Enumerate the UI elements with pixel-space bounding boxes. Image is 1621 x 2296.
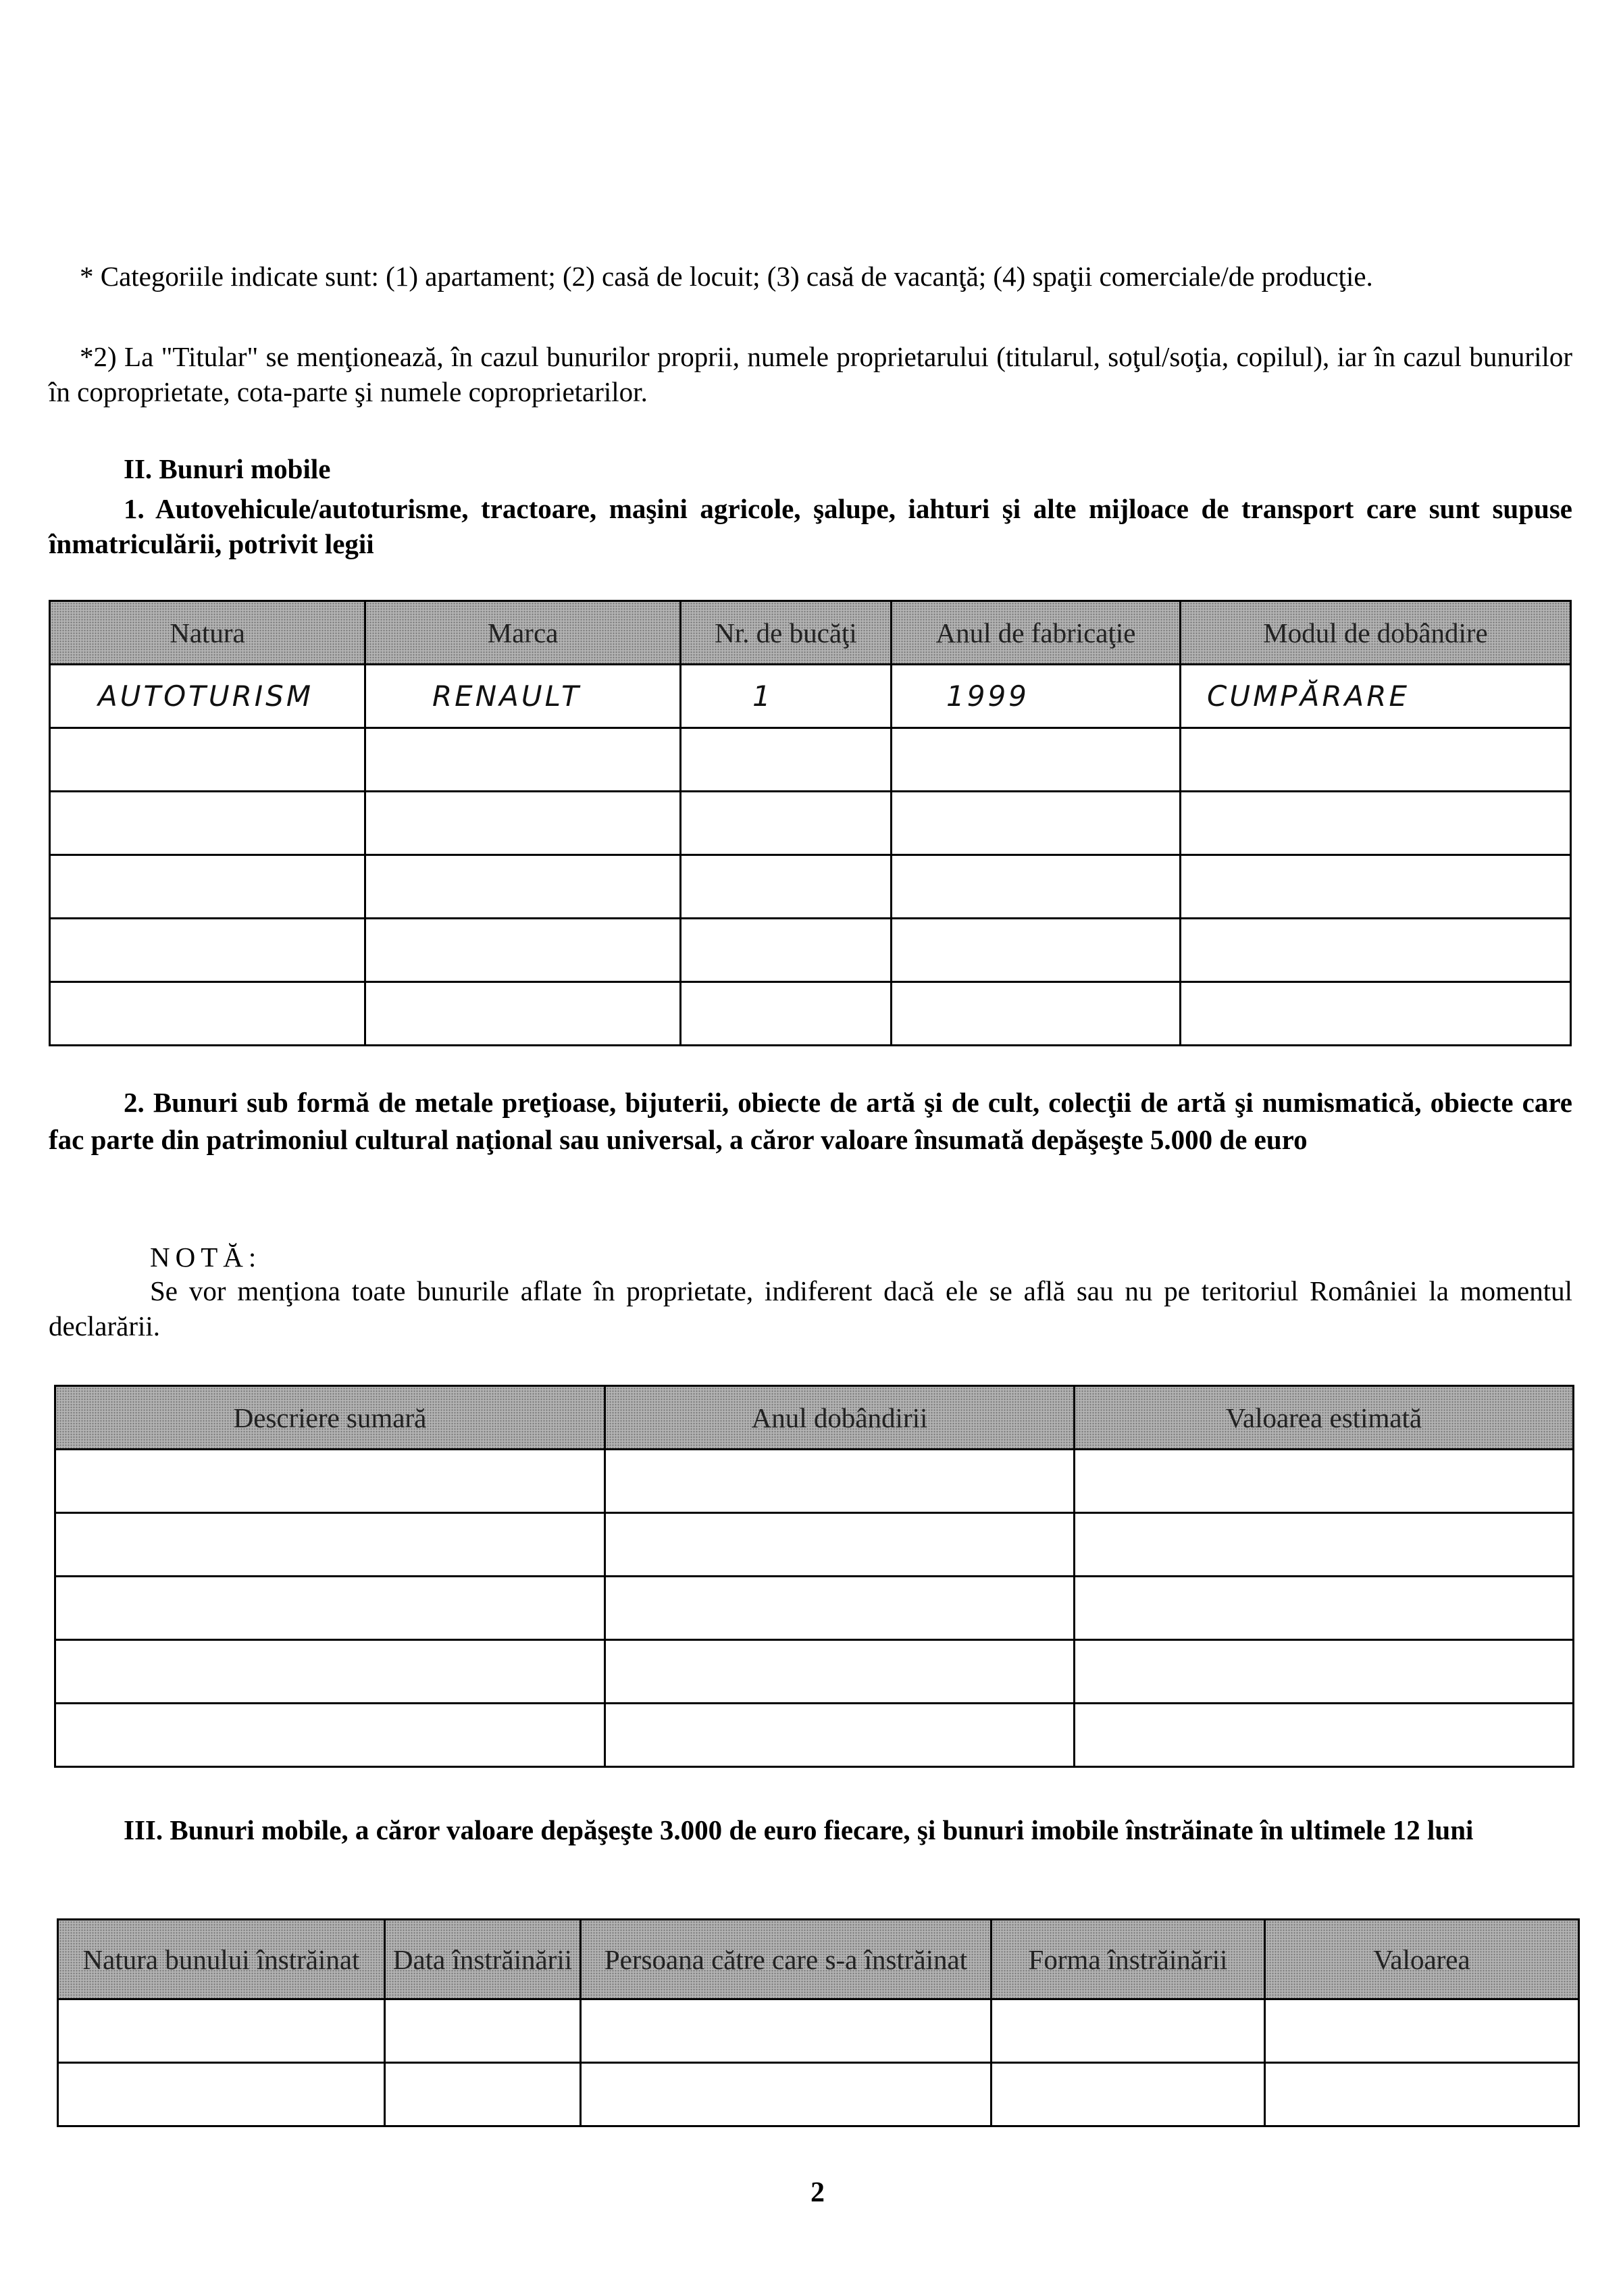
table-row bbox=[58, 2063, 1579, 2126]
table-cell[interactable] bbox=[892, 982, 1181, 1046]
table-cell[interactable] bbox=[50, 728, 365, 792]
table-cell[interactable] bbox=[55, 1513, 605, 1577]
table-cell[interactable] bbox=[1181, 728, 1571, 792]
table-cell[interactable] bbox=[50, 792, 365, 855]
table-cell[interactable] bbox=[1075, 1450, 1574, 1513]
section-heading-instrainate: III. Bunuri mobile, a căror valoare depăşeşte 3.000 de euro fiecare, şi bunuri imobile înstrăinate în ultimele 12 luni bbox=[124, 1814, 1474, 1845]
vehicles-table-header-row bbox=[50, 601, 1571, 665]
table-cell[interactable] bbox=[1075, 1577, 1574, 1640]
table-cell[interactable] bbox=[992, 2063, 1265, 2126]
cell-anul-fabricatie[interactable]: 1999 bbox=[892, 665, 1181, 728]
table-row bbox=[55, 1450, 1574, 1513]
nota-text: Se vor menţiona toate bunurile aflate în proprietate, indiferent dacă ele se află sau nu pe teritoriul României la momentul declarării. bbox=[49, 1275, 1572, 1342]
cell-marca[interactable]: RENAULT bbox=[365, 665, 681, 728]
table-cell[interactable] bbox=[55, 1577, 605, 1640]
subsection-heading-valuables: 2. Bunuri sub formă de metale preţioase, bijuterii, obiecte de artă şi de cult, colecţii de artă şi numismatică, obiecte care fac parte din patrimoniul cultural naţional sau universal, a căror valoare însumată depăşeşte 5.000 de euro bbox=[49, 1087, 1572, 1155]
col-header-nr-bucati: Nr. de bucăţi bbox=[681, 601, 892, 665]
table-cell[interactable] bbox=[892, 728, 1181, 792]
table-cell[interactable] bbox=[55, 1450, 605, 1513]
table-cell[interactable] bbox=[365, 919, 681, 982]
table-cell[interactable] bbox=[365, 792, 681, 855]
page-number: 2 bbox=[810, 2177, 825, 2208]
table-row bbox=[50, 728, 1571, 792]
col-header-forma-instrainarii: Forma înstrăinării bbox=[992, 1920, 1265, 1999]
table-row bbox=[50, 919, 1571, 982]
table-cell[interactable] bbox=[892, 792, 1181, 855]
table-cell[interactable] bbox=[1181, 792, 1571, 855]
nota-label: NOTĂ: bbox=[150, 1242, 262, 1273]
cell-natura[interactable]: AUTOTURISM bbox=[50, 665, 365, 728]
col-header-anul-dobandirii: Anul dobândirii bbox=[605, 1386, 1075, 1450]
table-cell[interactable] bbox=[55, 1640, 605, 1704]
table-cell[interactable] bbox=[605, 1704, 1075, 1767]
table-cell[interactable] bbox=[365, 982, 681, 1046]
col-header-valoarea-estimata: Valoarea estimată bbox=[1075, 1386, 1574, 1450]
vehicles-table bbox=[49, 600, 1572, 1046]
col-header-valoarea: Valoarea bbox=[1265, 1920, 1579, 1999]
col-header-natura: Natura bbox=[50, 601, 365, 665]
table-row bbox=[50, 665, 1571, 728]
table-row bbox=[50, 982, 1571, 1046]
table-cell[interactable] bbox=[1075, 1640, 1574, 1704]
section-heading-bunuri-mobile: II. Bunuri mobile bbox=[124, 453, 331, 484]
table-cell[interactable] bbox=[50, 919, 365, 982]
table-cell[interactable] bbox=[1075, 1513, 1574, 1577]
table-cell[interactable] bbox=[681, 919, 892, 982]
table-cell[interactable] bbox=[58, 2063, 385, 2126]
col-header-modul-dobandire: Modul de dobândire bbox=[1181, 601, 1571, 665]
note-categories: * Categoriile indicate sunt: (1) apartament; (2) casă de locuit; (3) casă de vacanţă; (4) spaţii comerciale/de producţie. bbox=[80, 261, 1373, 292]
alienated-table-header-row bbox=[58, 1920, 1579, 1999]
note-titular: *2) La "Titular" se menţionează, în cazul bunurilor proprii, numele proprietarului (titularul, soţul/soţia, copilul), iar în cazul bunurilor în coproprietate, cota-parte şi numele coproprietarilor. bbox=[49, 341, 1572, 407]
col-header-descriere: Descriere sumară bbox=[55, 1386, 605, 1450]
table-cell[interactable] bbox=[365, 728, 681, 792]
table-cell[interactable] bbox=[1181, 855, 1571, 919]
table-cell[interactable] bbox=[605, 1450, 1075, 1513]
table-row bbox=[58, 1999, 1579, 2063]
table-cell[interactable] bbox=[681, 728, 892, 792]
table-cell[interactable] bbox=[992, 1999, 1265, 2063]
valuables-table-header-row bbox=[55, 1386, 1574, 1450]
table-cell[interactable] bbox=[1265, 1999, 1579, 2063]
table-cell[interactable] bbox=[681, 792, 892, 855]
table-cell[interactable] bbox=[385, 1999, 581, 2063]
table-cell[interactable] bbox=[605, 1577, 1075, 1640]
table-cell[interactable] bbox=[605, 1640, 1075, 1704]
col-header-data-instrainarii: Data înstrăinării bbox=[385, 1920, 581, 1999]
table-cell[interactable] bbox=[581, 1999, 992, 2063]
col-header-anul-fabricatie: Anul de fabricaţie bbox=[892, 601, 1181, 665]
table-cell[interactable] bbox=[50, 855, 365, 919]
table-cell[interactable] bbox=[1075, 1704, 1574, 1767]
table-cell[interactable] bbox=[605, 1513, 1075, 1577]
table-cell[interactable] bbox=[58, 1999, 385, 2063]
cell-modul-dobandire[interactable]: CUMPĂRARE bbox=[1181, 665, 1571, 728]
table-row bbox=[55, 1704, 1574, 1767]
table-row bbox=[50, 855, 1571, 919]
table-cell[interactable] bbox=[385, 2063, 581, 2126]
table-cell[interactable] bbox=[681, 982, 892, 1046]
table-cell[interactable] bbox=[50, 982, 365, 1046]
table-cell[interactable] bbox=[1181, 982, 1571, 1046]
table-cell[interactable] bbox=[892, 919, 1181, 982]
col-header-marca: Marca bbox=[365, 601, 681, 665]
table-cell[interactable] bbox=[681, 855, 892, 919]
table-row bbox=[55, 1577, 1574, 1640]
table-cell[interactable] bbox=[1265, 2063, 1579, 2126]
col-header-natura-bunului: Natura bunului înstrăinat bbox=[58, 1920, 385, 1999]
cell-nr-bucati[interactable]: 1 bbox=[681, 665, 892, 728]
table-row bbox=[55, 1640, 1574, 1704]
valuables-table bbox=[54, 1385, 1574, 1768]
table-cell[interactable] bbox=[365, 855, 681, 919]
subsection-heading-vehicles: 1. Autovehicule/autoturisme, tractoare, maşini agricole, şalupe, iahturi şi alte mijloace de transport care sunt supuse înmatriculării, potrivit legii bbox=[49, 493, 1572, 559]
col-header-persoana: Persoana către care s-a înstrăinat bbox=[581, 1920, 992, 1999]
table-row bbox=[50, 792, 1571, 855]
table-cell[interactable] bbox=[55, 1704, 605, 1767]
table-cell[interactable] bbox=[581, 2063, 992, 2126]
alienated-table bbox=[57, 1918, 1580, 2127]
table-cell[interactable] bbox=[892, 855, 1181, 919]
table-cell[interactable] bbox=[1181, 919, 1571, 982]
table-row bbox=[55, 1513, 1574, 1577]
